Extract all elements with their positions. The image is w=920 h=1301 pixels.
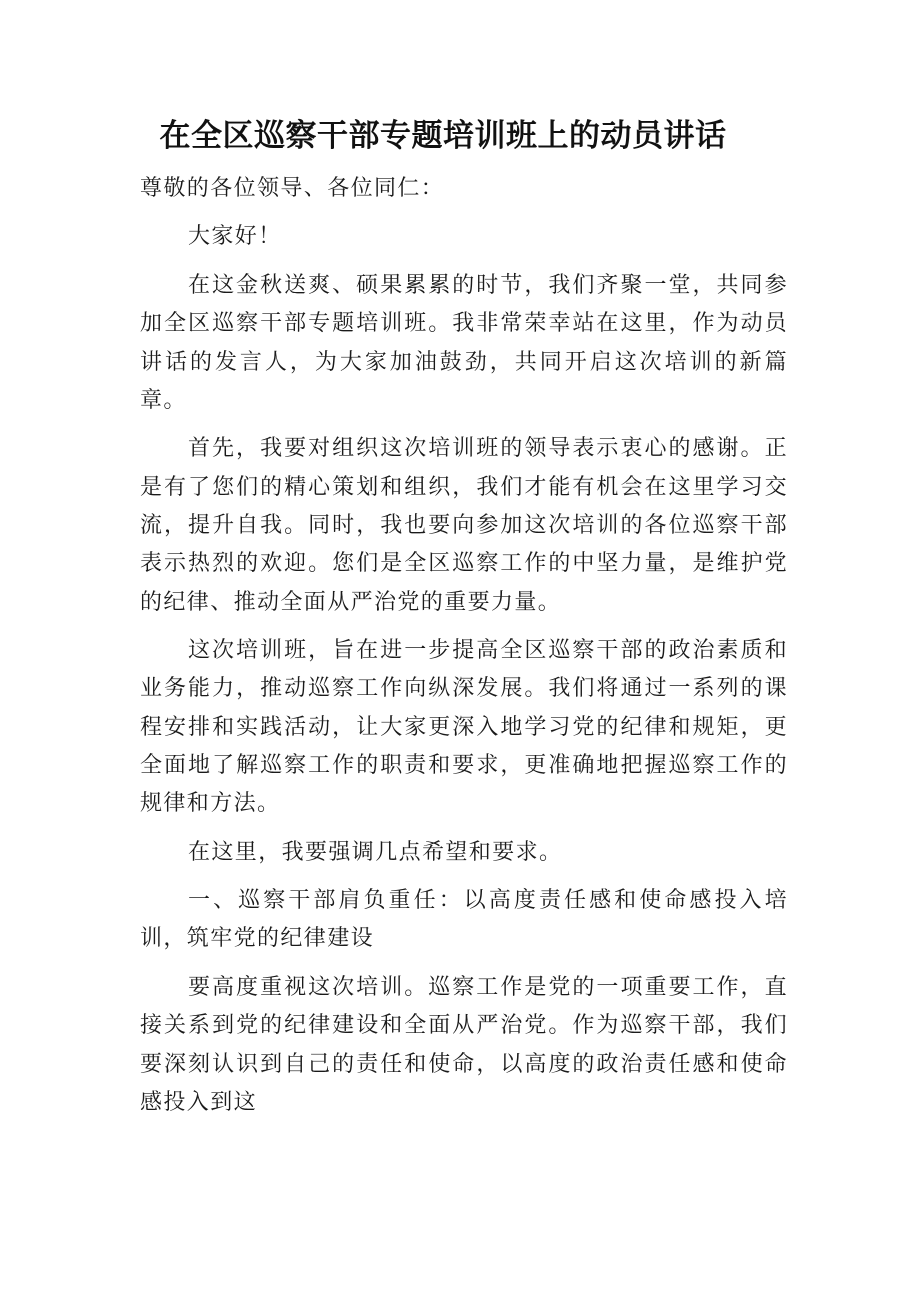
page-title: 在全区巡察干部专题培训班上的动员讲话 xyxy=(159,118,727,154)
paragraph-requirements-intro: 在这里，我要强调几点希望和要求。 xyxy=(188,839,563,865)
document-body xyxy=(140,170,788,1132)
paragraph-purpose: 这次培训班，旨在进一步提高全区巡察干部的政治素质和业务能力，推动巡察工作向纵深发展。我们将通过一系列的课程安排和实践活动，让大家更深入地学习党的纪律和规矩，更全面地了解巡察工作的职责和要求，更准确地把握巡察工作的规律和方法。 xyxy=(140,638,788,817)
section-heading-1: 一、巡察干部肩负重任：以高度责任感和使命感投入培训，筑牢党的纪律建设 xyxy=(140,888,788,952)
paragraph-greeting: 大家好！ xyxy=(188,224,282,250)
paragraph-opening: 在这金秋送爽、硕果累累的时节，我们齐聚一堂，共同参加全区巡察干部专题培训班。我非常荣幸站在这里，作为动员讲话的发言人，为大家加油鼓劲，共同开启这次培训的新篇章。 xyxy=(140,272,788,413)
salutation: 尊敬的各位领导、各位同仁： xyxy=(140,176,445,201)
paragraph-section-1: 要高度重视这次培训。巡察工作是党的一项重要工作，直接关系到党的纪律建设和全面从严治党。作为巡察干部，我们要深刻认识到自己的责任和使命，以高度的政治责任感和使命感投入到这 xyxy=(140,974,788,1115)
paragraph-thanks: 首先，我要对组织这次培训班的领导表示衷心的感谢。正是有了您们的精心策划和组织，我们才能有机会在这里学习交流，提升自我。同时，我也要向参加这次培训的各位巡察干部表示热烈的欢迎。您们是全区巡察工作的中坚力量，是维护党的纪律、推动全面从严治党的重要力量。 xyxy=(140,436,788,615)
